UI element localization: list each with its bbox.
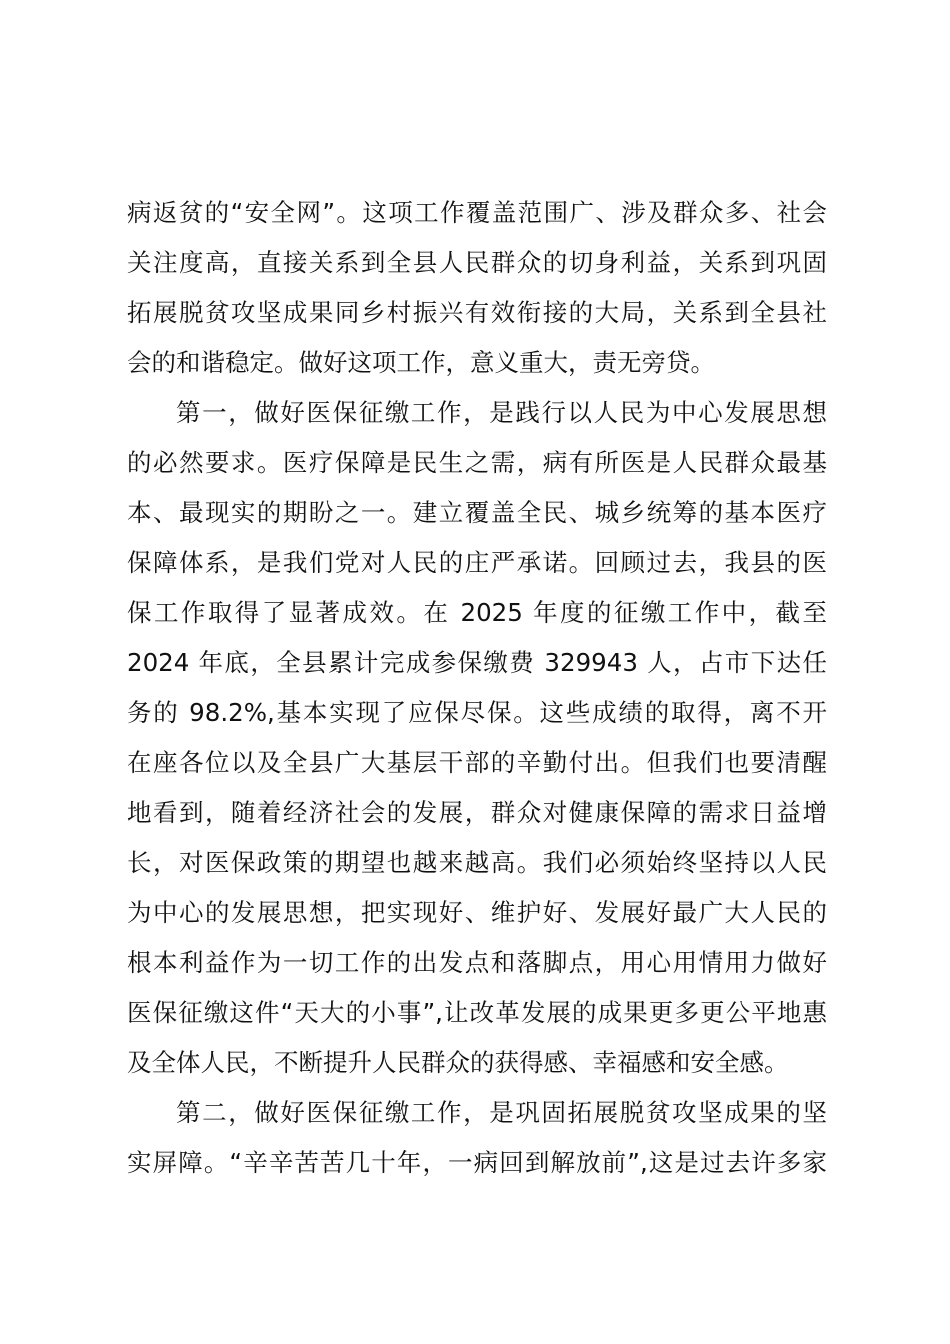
text-line: 病返贫的“安全网”。这项工作覆盖范围广、涉及群众多、社会	[127, 198, 827, 227]
text-line: 拓展脱贫攻坚成果同乡村振兴有效衔接的大局，关系到全县社	[127, 298, 827, 327]
body-text	[127, 188, 827, 1188]
text-line: 实屏障。“辛辛苦苦几十年，一病回到解放前”,这是过去许多家	[127, 1148, 827, 1177]
text-line: 2024 年底，全县累计完成参保缴费 329943 人，占市下达任	[127, 648, 827, 677]
text-line: 关注度高，直接关系到全县人民群众的切身利益，关系到巩固	[127, 248, 827, 277]
text-line: 及全体人民，不断提升人民群众的获得感、幸福感和安全感。	[127, 1048, 789, 1077]
text-line: 地看到，随着经济社会的发展，群众对健康保障的需求日益增	[127, 798, 827, 827]
text-line: 本、最现实的期盼之一。建立覆盖全民、城乡统筹的基本医疗	[127, 498, 827, 527]
text-line: 长，对医保政策的期望也越来越高。我们必须始终坚持以人民	[127, 848, 827, 877]
text-line: 保障体系，是我们党对人民的庄严承诺。回顾过去，我县的医	[127, 548, 827, 577]
text-line: 医保征缴这件“天大的小事”,让改革发展的成果更多更公平地惠	[127, 998, 827, 1027]
text-line: 为中心的发展思想，把实现好、维护好、发展好最广大人民的	[127, 898, 827, 927]
text-line: 务的 98.2%,基本实现了应保尽保。这些成绩的取得，离不开	[127, 698, 827, 727]
paragraph-first-line: 第一，做好医保征缴工作，是践行以人民为中心发展思想	[176, 398, 827, 427]
text-line: 会的和谐稳定。做好这项工作，意义重大，责无旁贷。	[127, 348, 715, 377]
paragraph-first-line: 第二，做好医保征缴工作，是巩固拓展脱贫攻坚成果的坚	[176, 1098, 827, 1127]
text-line: 保工作取得了显著成效。在 2025 年度的征缴工作中，截至	[127, 598, 827, 627]
text-line: 的必然要求。医疗保障是民生之需，病有所医是人民群众最基	[127, 448, 827, 477]
text-line: 在座各位以及全县广大基层干部的辛勤付出。但我们也要清醒	[127, 748, 827, 777]
text-line: 根本利益作为一切工作的出发点和落脚点，用心用情用力做好	[127, 948, 827, 977]
